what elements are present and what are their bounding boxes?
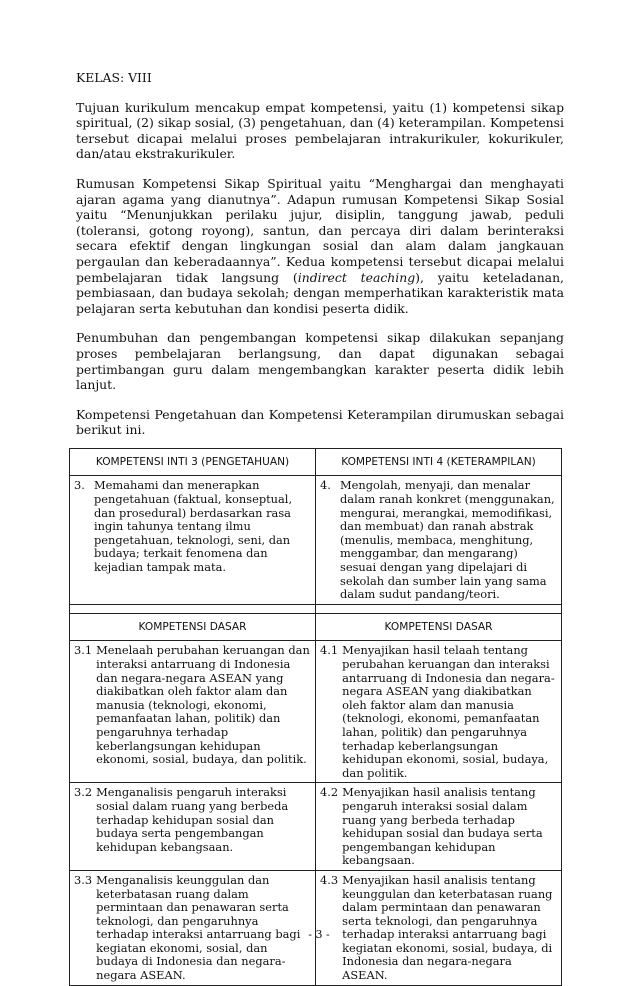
- paragraph-attitude-development: Penumbuhan dan pengembangan kompetensi sikap dilakukan sepanjang proses pembelajaran berlangsung, dan dapat digunakan sebagai pertimbangan guru dalam mengembangkan karakter peserta didik lebih lanjut.: [76, 330, 564, 393]
- kd-text: Menganalisis keunggulan dan keterbatasan ruang dalam permintaan dan penawaran serta teknologi, dan pengaruhnya terhadap interaksi antarruang bagi kegiatan ekonomi, sosial, dan budaya di Indonesia dan negara-negara ASEAN.: [96, 872, 301, 983]
- kd-cell-left: [70, 641, 316, 783]
- kd-text: Menyajikan hasil telaah tentang perubahan keruangan dan interaksi antarruang di Indonesia dan negara-negara ASEAN yang diakibatkan oleh faktor alam dan manusia (teknologi, ekonomi, pemanfaatan lahan, politik) dan pengaruhnya terhadap keberlangsungan kehidupan ekonomi, sosial, budaya, dan politik.: [342, 643, 555, 780]
- ki4-cell: [316, 476, 562, 604]
- kd-header-row: [70, 613, 562, 641]
- kd-text: Menyajikan hasil analisis tentang keunggulan dan keterbatasan ruang dalam permintaan dan penawaran serta teknologi, dan pengaruhnya terhadap interaksi antarruang bagi kegiatan ekonomi, sosial, budaya, di Indonesia dan negara-negara ASEAN.: [342, 872, 553, 983]
- ki-header-row: [70, 448, 562, 476]
- kd-header-right: KOMPETENSI DASAR: [316, 613, 562, 641]
- paragraph-curriculum-goals: Tujuan kurikulum mencakup empat kompetensi, yaitu (1) kompetensi sikap spiritual, (2) sikap sosial, (3) pengetahuan, dan (4) keterampilan. Kompetensi tersebut dicapai melalui proses pembelajaran intrakurikuler, kokurikuler, dan/atau ekstrakurikuler.: [76, 99, 564, 162]
- kd-text: Menganalisis pengaruh interaksi sosial dalam ruang yang berbeda terhadap kehidupan sosial dan budaya serta pengembangan kehidupan kebangsaan.: [96, 785, 289, 854]
- paragraph-attitude-competencies: [76, 176, 564, 316]
- table-gap: [70, 604, 562, 613]
- kd-text: Menyajikan hasil analisis tentang pengaruh interaksi sosial dalam ruang yang berbeda terhadap kehidupan sosial dan budaya serta pengembangan kehidupan kebangsaan.: [342, 785, 543, 868]
- ki4-header: KOMPETENSI INTI 4 (KETERAMPILAN): [316, 448, 562, 476]
- class-heading: KELAS: VIII: [76, 70, 152, 85]
- kd-row: [70, 641, 562, 783]
- kd-row: [70, 783, 562, 871]
- kd-number: 3.3: [74, 872, 93, 887]
- ki-content-row: [70, 476, 562, 604]
- kd-number: 3.1: [74, 643, 93, 658]
- kd-cell-left: [70, 783, 316, 871]
- ki3-text: Memahami dan menerapkan pengetahuan (faktual, konseptual, dan prosedural) berdasarkan rasa ingin tahunya tentang ilmu pengetahuan, teknologi, seni, dan budaya; terkait fenomena dan kejadian tampak mata.: [94, 478, 293, 575]
- kd-header-left: KOMPETENSI DASAR: [70, 613, 316, 641]
- paragraph-attitude-text-b: ), yaitu keteladanan, pembiasaan, dan budaya sekolah; dengan memperhatikan karakteristik mata pelajaran serta kebutuhan dan kondisi peserta didik.: [76, 269, 564, 316]
- ki4-text: Mengolah, menyaji, dan menalar dalam ranah konkret (menggunakan, mengurai, merangkai, memodifikasi, dan membuat) dan ranah abstrak (menulis, membaca, menghitung, menggambar, dan mengarang) sesuai dengan yang dipelajari di sekolah dan sumber lain yang sama dalam sudut pandang/teori.: [340, 478, 555, 602]
- kd-number: 3.2: [74, 785, 93, 800]
- document-page: [76, 70, 564, 986]
- paragraph-competency-intro: Kompetensi Pengetahuan dan Kompetensi Keterampilan dirumuskan sebagai berikut ini.: [76, 406, 564, 438]
- ki4-number: 4.: [320, 478, 331, 493]
- kd-number: 4.1: [320, 643, 339, 658]
- ki3-header: KOMPETENSI INTI 3 (PENGETAHUAN): [70, 448, 316, 476]
- kd-cell-right: [316, 783, 562, 871]
- competency-table: [69, 448, 562, 986]
- ki3-cell: [70, 476, 316, 604]
- indirect-teaching-term: indirect teaching: [297, 269, 416, 285]
- kd-number: 4.3: [320, 872, 339, 887]
- page-number: - 3 -: [308, 928, 330, 941]
- kd-cell-right: [316, 641, 562, 783]
- paragraph-attitude-text-a: Rumusan Kompetensi Sikap Spiritual yaitu “Menghargai dan menghayati ajaran agama yang dianutnya”. Adapun rumusan Kompetensi Sikap Sosial yaitu “Menunjukkan perilaku jujur, disiplin, tanggung jawab, peduli (toleransi, gotong royong), santun, dan percaya diri dalam berinteraksi secara efektif dengan lingkungan sosial dan alam dalam jangkauan pergaulan dan keberadaannya”. Kedua kompetensi tersebut dicapai melalui pembelajaran tidak langsung (: [76, 175, 564, 285]
- kd-text: Menelaah perubahan keruangan dan interaksi antarruang di Indonesia dan negara-negara ASEAN yang diakibatkan oleh faktor alam dan manusia (teknologi, ekonomi, pemanfaatan lahan, politik) dan pengaruhnya terhadap keberlangsungan kehidupan ekonomi, sosial, budaya, dan politik.: [96, 643, 310, 767]
- kd-number: 4.2: [320, 785, 339, 800]
- ki3-number: 3.: [74, 478, 85, 493]
